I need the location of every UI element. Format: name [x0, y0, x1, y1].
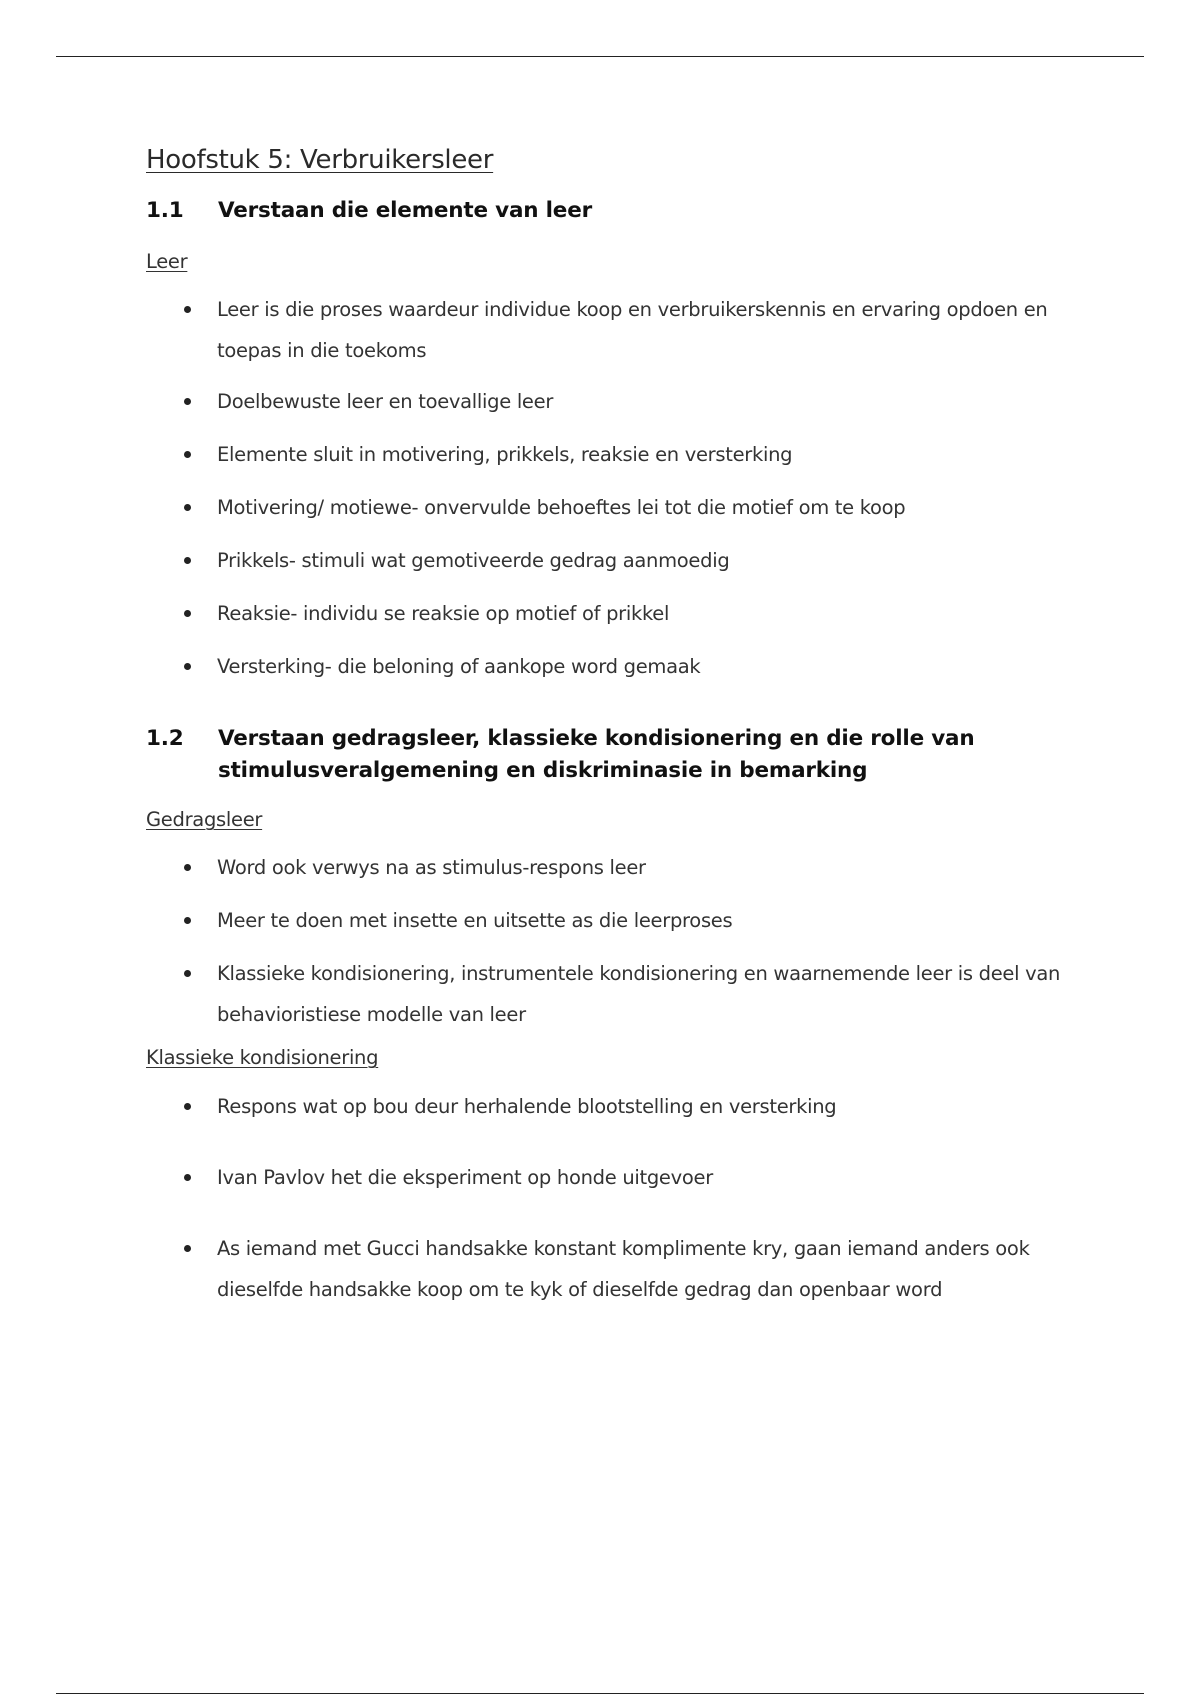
- list-item-text: Leer is die proses waardeur individue koop en verbruikerskennis en ervaring opdoen en toepas in die toekoms: [217, 298, 1048, 362]
- bullet-icon: [184, 1174, 191, 1181]
- list-item-text: Meer te doen met insette en uitsette as die leerproses: [217, 909, 733, 932]
- list-item-text: Respons wat op bou deur herhalende blootstelling en versterking: [217, 1095, 837, 1118]
- bullet-icon: [184, 398, 191, 405]
- bullet-icon: [184, 1103, 191, 1110]
- list-item: [146, 847, 1086, 888]
- list-item: [146, 381, 1086, 422]
- list-item: [146, 540, 1086, 581]
- section-title: Verstaan die elemente van leer: [218, 198, 592, 223]
- list-item-text: Prikkels- stimuli wat gemotiveerde gedrag aanmoedig: [217, 549, 730, 572]
- bullet-list-gedragsleer: [146, 847, 1086, 1035]
- list-item: [146, 646, 1086, 687]
- chapter-title: Hoofstuk 5: Verbruikersleer: [146, 145, 494, 175]
- bullet-icon: [184, 663, 191, 670]
- document-body: [146, 143, 1086, 1340]
- header-rule: [56, 56, 1144, 57]
- bullet-list-leer: [146, 289, 1086, 687]
- bullet-icon: [184, 917, 191, 924]
- bullet-icon: [184, 1245, 191, 1252]
- list-item-text: Reaksie- individu se reaksie op motief of prikkel: [217, 602, 670, 625]
- list-item-text: As iemand met Gucci handsakke konstant komplimente kry, gaan iemand anders ook dieselfde handsakke koop om te kyk of dieselfde gedrag dan openbaar word: [217, 1237, 1030, 1301]
- bullet-icon: [184, 970, 191, 977]
- list-item-text: Doelbewuste leer en toevallige leer: [217, 390, 554, 413]
- bullet-icon: [184, 864, 191, 871]
- bullet-icon: [184, 557, 191, 564]
- list-item-text: Elemente sluit in motivering, prikkels, reaksie en versterking: [217, 443, 793, 466]
- list-item: [146, 434, 1086, 475]
- list-item-text: Word ook verwys na as stimulus-respons leer: [217, 856, 646, 879]
- list-item: [146, 953, 1086, 1035]
- list-item-text: Motivering/ motiewe- onvervulde behoeftes lei tot die motief om te koop: [217, 496, 906, 519]
- section-title: Verstaan gedragsleer, klassieke kondisionering en die rolle van stimulusveralgemening en diskriminasie in bemarking: [218, 726, 975, 783]
- section-heading-1-2: [146, 723, 1086, 787]
- list-item-text: Ivan Pavlov het die eksperiment op honde uitgevoer: [217, 1166, 713, 1189]
- bullet-icon: [184, 610, 191, 617]
- list-item: [146, 289, 1086, 371]
- list-item-text: Versterking- die beloning of aankope word gemaak: [217, 655, 701, 678]
- subheading-gedragsleer: Gedragsleer: [146, 808, 263, 831]
- bullet-icon: [184, 306, 191, 313]
- section-number: 1.1: [146, 198, 184, 223]
- footer-rule: [56, 1693, 1144, 1694]
- bullet-icon: [184, 451, 191, 458]
- subheading-leer: Leer: [146, 250, 188, 273]
- subheading-klassieke-kondisionering: Klassieke kondisionering: [146, 1046, 379, 1069]
- list-item: [146, 1086, 1086, 1127]
- bullet-icon: [184, 504, 191, 511]
- section-number: 1.2: [146, 726, 184, 751]
- list-item: [146, 1157, 1086, 1198]
- list-item: [146, 487, 1086, 528]
- list-item-text: Klassieke kondisionering, instrumentele kondisionering en waarnemende leer is deel van behavioristiese modelle van leer: [217, 962, 1061, 1026]
- section-heading-1-1: [146, 195, 1086, 227]
- list-item: [146, 593, 1086, 634]
- list-item: [146, 900, 1086, 941]
- bullet-list-klassieke-kondisionering: [146, 1086, 1086, 1310]
- list-item: [146, 1228, 1086, 1310]
